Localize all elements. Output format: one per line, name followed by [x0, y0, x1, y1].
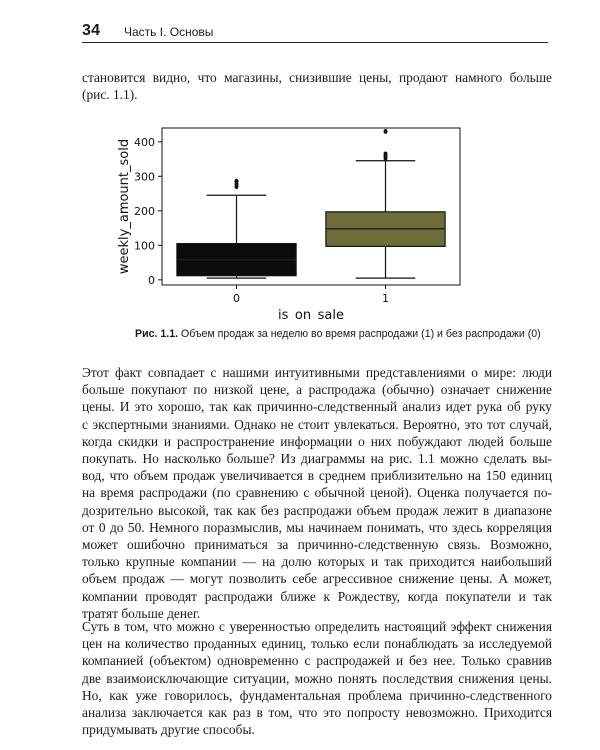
outlier-point — [235, 179, 239, 184]
text-line: на время распродажи (по сравнению с обычной ценой). Оценка получается по- — [82, 485, 552, 501]
text-line: Суть в том, что можно с уверенностью определить настоящий эффект снижения — [82, 619, 552, 634]
page-number: 34 — [82, 22, 101, 39]
running-head: Часть I. Основы — [124, 25, 214, 39]
text-line: может ошибочно приниматься за причинно-следственную связь. Возможно, — [82, 537, 552, 553]
body-paragraph-2 — [82, 618, 552, 738]
boxplot-figure — [110, 120, 470, 320]
y-axis-label: weekly_amount_sold — [117, 138, 132, 275]
y-tick-label: 300 — [134, 170, 155, 184]
text-line: две взаимоисключающие ситуации, можно понять последствия снижения цены. — [82, 670, 552, 686]
outlier-point — [384, 129, 388, 134]
text-line: тратят больше денег. — [82, 605, 201, 621]
boxplot-chart — [110, 120, 470, 320]
x-tick-label: 1 — [382, 292, 389, 305]
intro-paragraph — [82, 69, 552, 103]
text-line: придумывать другие способы. — [82, 722, 255, 738]
text-line: от 0 до 50. Немного поразмыслив, мы начинаем понимать, что здесь корреляция — [82, 519, 552, 535]
y-tick-label: 100 — [134, 239, 155, 253]
y-tick-label: 400 — [134, 135, 155, 149]
text-line: Этот факт совпадает с нашими интуитивными представлениями о мире: люди — [82, 365, 552, 380]
x-tick-label: 0 — [233, 292, 240, 305]
text-line: вод, что объем продаж увеличивается в среднем приблизительно на 150 единиц — [82, 468, 552, 484]
text-line: с экспертными знаниями. Однако не стоит увлекаться. Вероятно, это тот случай, — [82, 416, 552, 432]
text-line: только крупные компании — на долю которых и так приходится наибольший — [82, 554, 552, 570]
x-axis-label: is_on_sale — [278, 308, 344, 320]
text-line: (рис. 1.1). — [82, 87, 138, 103]
caption-text: Объем продаж за неделю во время распродажи (1) и без распродажи (0) — [180, 328, 541, 340]
y-tick-label: 200 — [134, 204, 155, 218]
text-line: покупать. Но насколько больше? Из диаграммы на рис. 1.1 можно сделать вы- — [82, 451, 552, 467]
text-line: компанией (объектом) одновременно с распродажей и без нее. Только сравнив — [82, 653, 552, 669]
page-header — [82, 22, 548, 43]
figure-caption — [135, 328, 555, 340]
outlier-point — [384, 151, 388, 156]
text-line: дозрительно высокой, так как без распродажи объем продаж лежит в диапазоне — [82, 502, 552, 518]
text-line: цены. И это хорошо, так как причинно-следственный анализ идет рука об руку — [82, 399, 552, 415]
y-tick-label: 0 — [148, 273, 155, 287]
caption-label: Рис. 1.1. — [135, 328, 179, 340]
text-line: становится видно, что магазины, снизившие цены, продают намного больше — [82, 70, 552, 85]
text-line: когда скидки и распространение информации о них побуждают людей больше — [82, 433, 552, 449]
text-line: Но, как уже говорилось, фундаментальная проблема причинно-следственного — [82, 687, 552, 703]
text-line: объем продаж — могут позволить себе агрессивное снижение цены. А может, — [82, 571, 552, 587]
body-paragraph-1 — [82, 364, 552, 622]
text-line: цен на количество проданных единиц, только если понаблюдать за исследуемой — [82, 636, 552, 652]
text-line: анализа заключается как раз в том, что это попросту невозможно. Приходится — [82, 705, 552, 721]
text-line: больше покупают по низкой цене, а распродажа (обычно) означает снижение — [82, 382, 552, 398]
text-line: компании проводят распродажи ближе к Рождеству, когда покупатели и так — [82, 588, 552, 604]
